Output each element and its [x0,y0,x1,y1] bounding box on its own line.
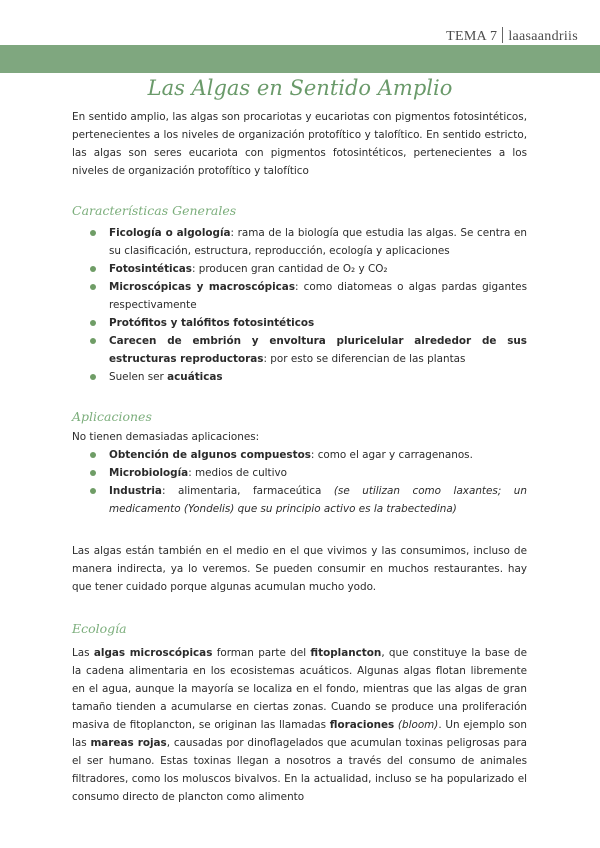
tema-label: TEMA 7 [446,29,498,44]
author-label: laasaandriis [508,29,578,44]
list-item: Obtención de algunos compuestos: como el agar y carragenanos. [72,446,527,464]
intro-paragraph: En sentido amplio, las algas son procariotas y eucariotas con pigmentos fotosintéticos, pertenecientes a los niveles de organización protofítico y talofítico. En sentido estricto, las algas son seres eucariota con pigmentos fotosintéticos, pertenecientes a los niveles de organización protofítico y talofítico [72,111,527,177]
aplicaciones-lead: No tienen demasiadas aplicaciones: [72,431,260,443]
document-body [72,108,527,806]
list-item: Fotosintéticas: producen gran cantidad de O₂ y CO₂ [72,260,527,278]
aplicaciones-list [72,446,527,518]
heading-ecologia: Ecología [72,621,127,636]
list-item: Ficología o algología: rama de la biología que estudia las algas. Se centra en su clasificación, estructura, reproducción, ecología y aplicaciones [72,224,527,260]
ecologia-paragraph: Las algas microscópicas forman parte del fitoplancton, que constituye la base de la cadena alimentaria en los ecosistemas acuáticos. Algunas algas flotan libremente en el agua, aunque la mayoría se localiza en el fondo, mientras que las algas de gran tamaño tienden a acumularse en ciertas zonas. Cuando se produce una proliferación masiva de fitoplancton, se originan las llamadas floraciones (bloom). Un ejemplo son las mareas rojas, causadas por dinoflagelados que acumulan toxinas peligrosas para el ser humano. Estas toxinas llegan a nosotros a través del consumo de animales filtradores, como los moluscos bivalvos. En la actualidad, incluso se ha popularizado el consumo directo de plancton como alimento [72,647,528,803]
list-item: Microbiología: medios de cultivo [72,464,527,482]
heading-aplicaciones: Aplicaciones [72,409,152,424]
list-item: Microscópicas y macroscópicas: como diatomeas o algas pardas gigantes respectivamente [72,278,527,314]
aplicaciones-closing: Las algas están también en el medio en el que vivimos y las consumimos, incluso de manera indirecta, ya lo veremos. Se pueden consumir en muchos restaurantes. hay que tener cuidado porque algunas acumulan mucho yodo. [72,545,527,593]
heading-caracteristicas: Características Generales [72,203,237,218]
page-header [446,27,578,45]
list-item: Protófitos y talófitos fotosintéticos [72,314,527,332]
list-item: Industria: alimentaria, farmaceútica (se utilizan como laxantes; un medicamento (Yondelis) que su principio activo es la trabectedina) [72,482,527,518]
caracteristicas-list [72,224,527,386]
header-band [0,45,600,73]
header-divider [502,27,503,43]
list-item: Carecen de embrión y envoltura pluricelular alrededor de sus estructuras reproductoras: por esto se diferencian de las plantas [72,332,527,368]
page-title: Las Algas en Sentido Amplio [147,76,453,100]
list-item: Suelen ser acuáticas [72,368,527,386]
